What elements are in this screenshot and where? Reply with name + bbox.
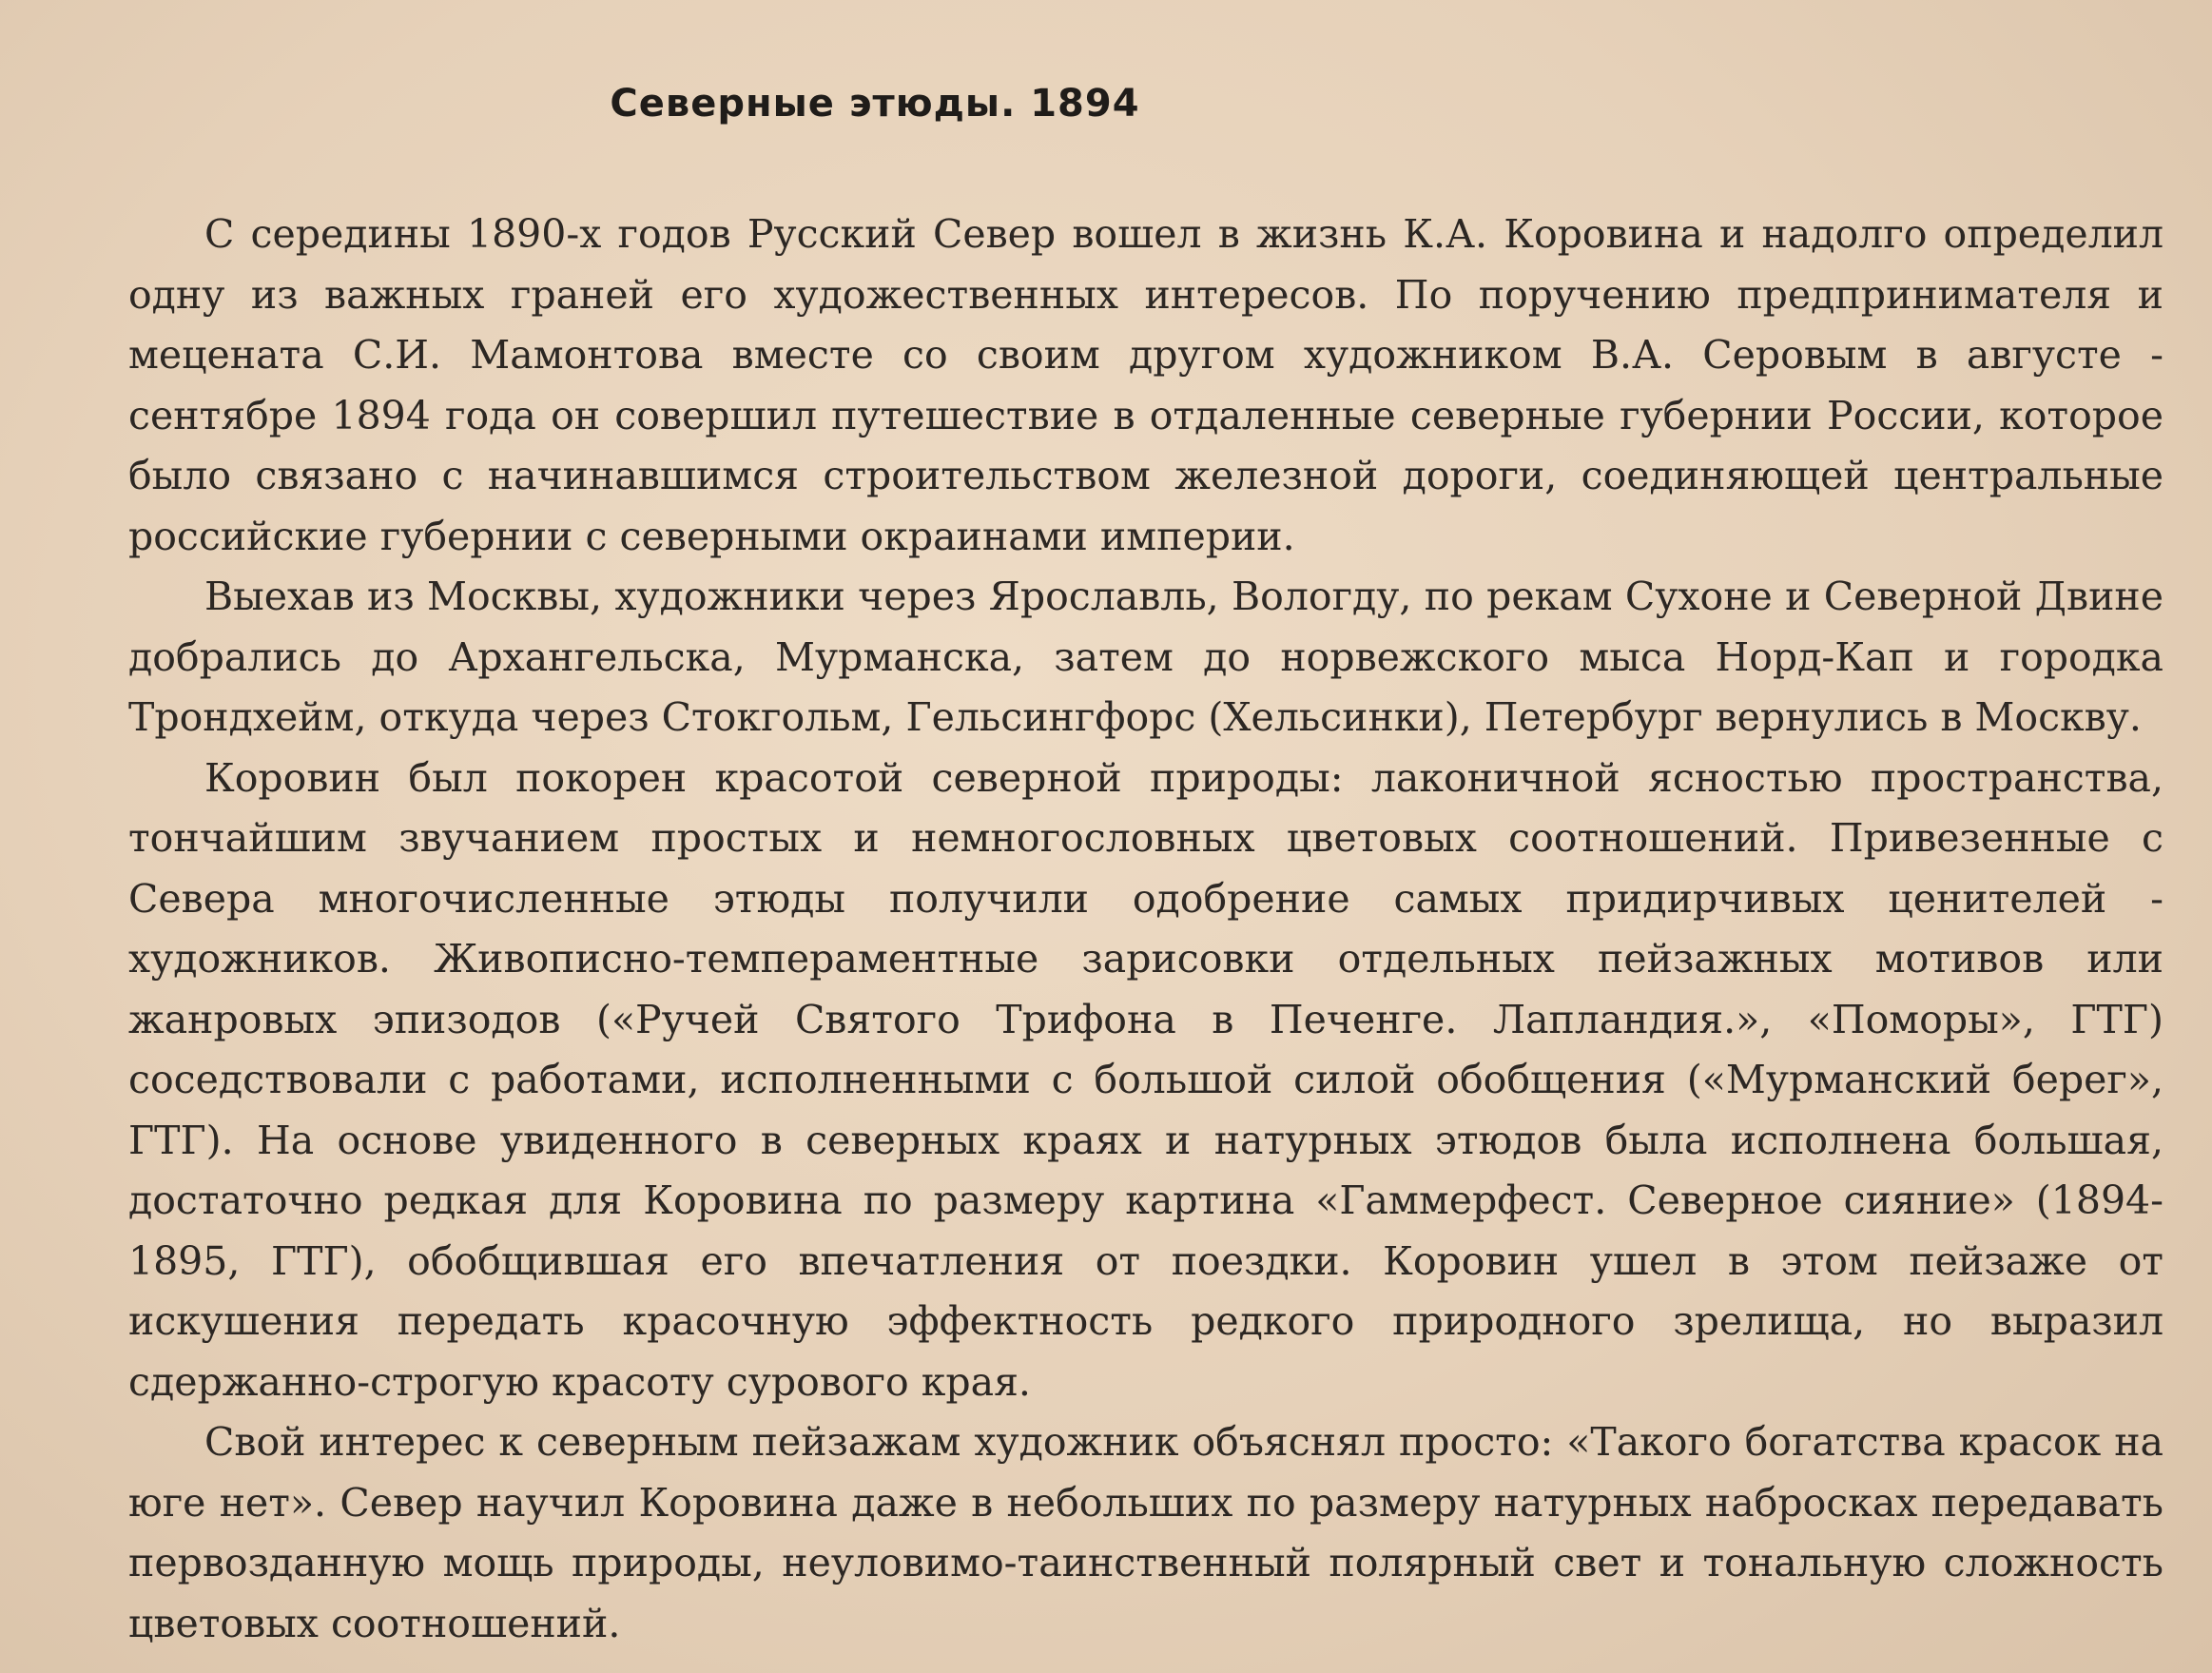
paragraph-2: Выехав из Москвы, художники через Ярославль, Вологду, по рекам Сухоне и Северной Двине добрались до Архангельска, Мурманска, затем до норвежского мыса Норд-Кап и городка Трондхейм, откуда через Стокгольм, Гельсингфорс (Хельсинки), Петербург вернулись в Москву. xyxy=(128,574,2163,740)
paragraph-3: Коровин был покорен красотой северной природы: лаконичной ясностью пространства, тончайшим звучанием простых и немногословных цветовых соотношений. Привезенные с Севера многочисленные этюды получили одобрение самых придирчивых ценителей - художников. Живописно-темпераментные зарисовки отдельных пейзажных мотивов или жанровых эпизодов («Ручей Святого Трифона в Печенге. Лапландия.», «Поморы», ГТГ) соседствовали с работами, исполненными с большой силой обобщения («Мурманский берег», ГТГ). На основе увиденного в северных краях и натурных этюдов была исполнена большая, достаточно редкая для Коровина по размеру картина «Гаммерфест. Северное сияние» (1894-1895, ГТГ), обобщившая его впечатления от поездки. Коровин ушел в этом пейзаже от искушения передать красочную эффектность редкого природного зрелища, но выразил сдержанно-строгую красоту сурового края. xyxy=(128,754,2163,1405)
paragraph-1: С середины 1890-х годов Русский Север вошел в жизнь К.А. Коровина и надолго определил одну из важных граней его художественных интересов. По поручению предпринимателя и мецената С.И. Мамонтова вместе со своим другом художником В.А. Серовым в августе - сентябре 1894 года он совершил путешествие в отдаленные северные губернии России, которое было связано с начинавшимся строительством железной дороги, соединяющей центральные российские губернии с северными окраинами империи. xyxy=(128,211,2163,559)
panel-body xyxy=(128,204,2163,1654)
paragraph-4: Свой интерес к северным пейзажам художник объяснял просто: «Такого богатства красок на юге нет». Север научил Коровина даже в небольших по размеру натурных набросках передавать первозданную мощь природы, неуловимо-таинственный полярный свет и тональную сложность цветовых соотношений. xyxy=(128,1419,2163,1646)
panel-title: Северные этюды. 1894 xyxy=(610,82,1140,126)
